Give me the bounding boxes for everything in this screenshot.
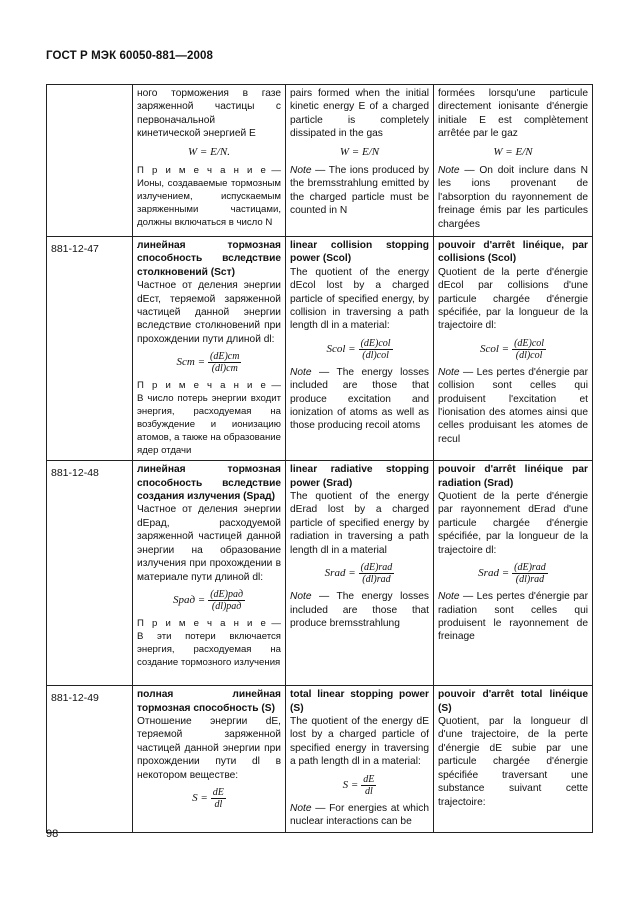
russian-formula: S = $\frac{dE}{dl}$: [192, 787, 224, 811]
russian-note: П р и м е ч а н и е — В эти потери включается энергия, расходуемая на создание тормозного излучения: [137, 617, 281, 668]
terms-table: [46, 84, 593, 833]
term-number: 881-12-49: [47, 686, 133, 832]
table-row-continuation: [47, 85, 593, 237]
english-definition: The quotient of the energy dErad lost by a charged particle of specified energy by radiation in traversing a path length dl in a material: [290, 491, 429, 556]
english-formula: Srad = $\frac{\text{(dE)rad}}{\text{(dl)rad}}$: [324, 562, 393, 586]
russian-definition: ного торможения в газе заряженной частицы с первоначальной кинетической энергией E: [137, 88, 281, 140]
page-number: 98: [46, 828, 59, 840]
french-note: Note — On doit inclure dans N les ions provenant de l'absorption du rayonnement de freinage émis par les particules chargées: [438, 165, 588, 230]
english-note: Note — The energy losses included are those that produce bremsstrahlung: [290, 591, 429, 629]
russian-term: линейная тормозная способность вследствие создания излучения (Sрад): [137, 464, 281, 503]
french-cell: [434, 237, 593, 461]
table-row: [47, 686, 593, 832]
english-formula: Scol = $\frac{\text{(dE)col}}{\text{(dl)col}}$: [326, 337, 391, 361]
french-term: pouvoir d'arrêt total linéique (S): [438, 689, 588, 714]
english-note: Note — The ions produced by the bremsstrahlung emitted by the charged particle must be counted in N: [290, 165, 429, 217]
russian-definition: Частное от деления энергии dEрад, расходуемой заряженной частицей данной энергии на образование излучения при прохождении в материале пути длиной dl:: [137, 504, 281, 583]
number-cell: [47, 85, 133, 237]
russian-cell: [133, 237, 286, 461]
term-number: 881-12-48: [47, 461, 133, 686]
french-note: Note — Les pertes d'énergie par collision sont celles qui produisent l'excitation et l'ionisation des atomes ainsi que celles produisant les atomes de recul: [438, 366, 588, 445]
english-formula: W = E/N: [339, 145, 380, 158]
table-row: [47, 237, 593, 461]
document-header: ГОСТ Р МЭК 60050-881—2008: [46, 50, 213, 62]
french-cell: [434, 461, 593, 686]
french-note: Note — Les pertes d'énergie par radiation sont celles qui produisent le rayonnement de freinage: [438, 591, 588, 643]
english-definition: The quotient of the energy dE lost by a charged particle of specified energy in traversing a path length dl in a material:: [290, 716, 429, 768]
french-term: pouvoir d'arrêt linéique, par collisions (Scol): [438, 240, 588, 265]
english-definition: The quotient of the energy dEcol lost by a charged particle of specified energy, by collision in traversing a path length dl in a material:: [290, 266, 429, 332]
french-definition: Quotient, par la longueur dl d'une trajectoire, de la perte d'énergie dE subie par une particule chargée d'énergie spécifiée traversant une substance suivant cette trajectoire:: [438, 716, 588, 808]
english-cell: [286, 85, 434, 237]
english-cell: [286, 461, 434, 686]
russian-definition: Отношение энергии dE, теряемой заряженной частицей данной энергии при прохождении пути dl в некотором веществе:: [137, 716, 281, 781]
russian-cell: [133, 461, 286, 686]
term-number: 881-12-47: [47, 237, 133, 461]
russian-term: линейная тормозная способность вследствие столкновений (Sст): [137, 240, 281, 278]
russian-formula: W = E/N.: [188, 145, 230, 158]
english-formula: S = $\frac{dE}{dl}$: [342, 773, 375, 797]
french-definition: Quotient de la perte d'énergie dEcol par collisions d'une particule chargée d'énergie spécifiée, par la longueur de la trajectoire dl:: [438, 266, 588, 332]
english-note: Note — The energy losses included are those that produce excitation and ionization of atoms as well as those producing recoil atoms: [290, 366, 429, 432]
english-term: linear collision stopping power (Scol): [290, 240, 429, 265]
english-note: Note — For energies at which nuclear interactions can be: [290, 802, 429, 828]
russian-term: полная линейная тормозная способность (S): [137, 689, 281, 714]
french-term: pouvoir d'arrêt linéique par radiation (Srad): [438, 464, 588, 489]
french-cell: [434, 85, 593, 237]
russian-cell: [133, 85, 286, 237]
english-definition: pairs formed when the initial kinetic energy E of a charged particle is completely dissipated in the gas: [290, 88, 429, 140]
russian-note: П р и м е ч а н и е — Ионы, создаваемые тормозным излучением, испускаемым заряженными частицами, должны включаться в число N: [137, 165, 281, 229]
french-definition: formées lorsqu'une particule directement ionisante d'énergie initiale E est complètement arrêtée par le gaz: [438, 88, 588, 140]
french-cell: [434, 686, 593, 832]
french-definition: Quotient de la perte d'énergie par rayonnement dErad d'une particule chargée d'énergie spécifiée, par la longueur de la trajectoire dl:: [438, 491, 588, 556]
english-cell: [286, 686, 434, 832]
french-formula: Srad = $\frac{\text{(dE)rad}}{\text{(dl)rad}}$: [478, 562, 546, 586]
table-row: [47, 461, 593, 686]
english-term: total linear stopping power (S): [290, 689, 429, 714]
french-formula: Scol = $\frac{\text{(dE)col}}{\text{(dl)col}}$: [479, 337, 545, 361]
english-term: linear radiative stopping power (Srad): [290, 464, 429, 489]
russian-cell: [133, 686, 286, 832]
english-cell: [286, 237, 434, 461]
french-formula: W = E/N: [493, 145, 533, 158]
russian-note: П р и м е ч а н и е — В число потерь энергии входит энергия, расходуемая на возбуждение и ионизацию атомов, а также на образование ядер отдачи: [137, 380, 281, 457]
russian-formula: Sрад = $\frac{\text{(dE)рад}}{\text{(dl)рад}}$: [172, 588, 244, 612]
russian-definition: Частное от деления энергии dEст, теряемой заряженной частицей данной энергии вследствие столкновений при прохождении пути длиной dl:: [137, 280, 281, 345]
russian-formula: Sст = $\frac{(dE)ст}{(dl)ст}$: [176, 351, 240, 375]
